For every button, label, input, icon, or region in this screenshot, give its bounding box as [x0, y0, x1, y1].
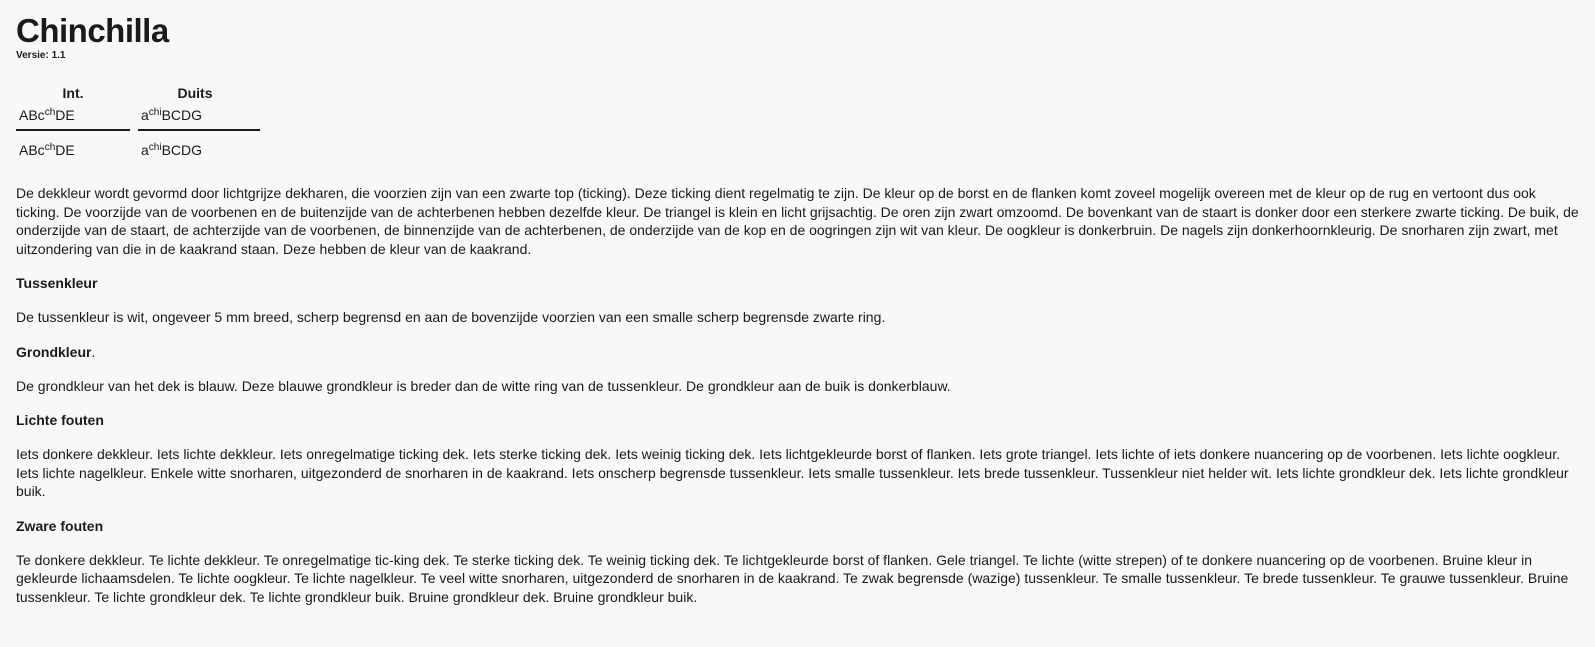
intro-paragraph: De dekkleur wordt gevormd door lichtgrijze dekharen, die voorzien zijn van een zwarte top (ticking). Deze ticking dient regelmatig te zijn. De kleur op de borst en de flanken komt zoveel mogelijk overeen met de kleur op de rug en vertoont dus ook ticking. De voorzijde van de voorbenen en de buitenzijde van de achterbenen hebben dezelfde kleur. De triangel is klein en licht grijsachtig. De oren zijn zwart omzoomd. De bovenkant van de staart is donker door een sterkere zwarte ticking. De buik, de onderzijde van de staart, de achterzijde van de voorbenen, de binnenzijde van de achterbenen, de onderzijde van de kop en de oogringen zijn wit van kleur. De oogkleur is donkerbruin. De nagels zijn donkerhoornkleurig. De snorharen zijn zwart, met uitzondering van die in de kaakrand staan. Deze hebben de kleur van de kaakrand.: [16, 185, 1579, 257]
genotype-base: ABc: [19, 142, 45, 158]
genetics-cell-duits-bottom: [138, 141, 252, 163]
heading-text: Zware fouten: [16, 517, 104, 534]
heading-suffix: .: [91, 343, 96, 360]
allele-superscript: ch: [44, 107, 56, 118]
genotype-base: a: [141, 107, 149, 123]
page-title: Chinchilla: [16, 12, 169, 49]
genetics-divider-duits: [138, 129, 260, 131]
genetics-cell-int-top: [16, 102, 130, 128]
allele-superscript: chi: [148, 107, 162, 118]
section-heading-tussenkleur: [16, 274, 1579, 292]
genetics-column-int: [16, 84, 130, 163]
allele-superscript: ch: [44, 142, 56, 153]
section-body-tussenkleur: De tussenkleur is wit, ongeveer 5 mm breed, scherp begrensd en aan de bovenzijde voorzien van een smalle scherp begrensde zwarte ring.: [16, 309, 886, 325]
heading-text: Lichte fouten: [16, 412, 104, 428]
genotype-rest: DE: [55, 107, 75, 123]
section-body-zware-fouten: Te donkere dekkleur. Te lichte dekkleur. Te onregelmatige tic-king dek. Te sterke ticking dek. Te weinig ticking dek. Te lichtgekleurde borst of flanken. Gele triangel. Te lichte (witte strepen) of te donkere nuancering op de voorbenen. Bruine kleur in gekleurde lichaamsdelen. Te lichte oogkleur. Te lichte nagelkleur. Te veel witte snorharen, uitgezonderd de snorharen in de kaakrand. Te zwak begrensde (wazige) tussenkleur. Te smalle tussenkleur. Te brede tussenkleur. Te grauwe tussenkleur. Bruine tussenkleur. Te lichte grondkleur dek. Te lichte grondkleur buik. Bruine grondkleur dek. Bruine grondkleur buik.: [16, 551, 1569, 605]
genotype-rest: DE: [55, 142, 75, 158]
genetics-header-int: Int.: [62, 85, 84, 101]
genotype-rest: BCDG: [161, 107, 203, 123]
genetics-divider-int: [16, 129, 130, 131]
genotype-base: ABc: [19, 107, 45, 123]
section-heading-lichte-fouten: [16, 411, 1579, 429]
section-body-grondkleur: De grondkleur van het dek is blauw. Deze blauwe grondkleur is breder dan de witte ring van de tussenkleur. De grondkleur aan de buik is donkerblauw.: [16, 377, 951, 394]
genotype-rest: BCDG: [161, 142, 203, 158]
version-label: Versie: 1.1: [16, 50, 66, 61]
allele-superscript: chi: [148, 142, 162, 153]
section-heading-zware-fouten: [16, 517, 1579, 535]
genetics-column-duits: [138, 84, 252, 163]
genetics-header-duits: Duits: [177, 85, 213, 101]
genotype-base: a: [141, 142, 149, 158]
heading-text: Grondkleur: [16, 343, 92, 360]
genetics-cell-int-bottom: [16, 141, 130, 163]
section-heading-grondkleur: [16, 343, 1579, 361]
genetics-cell-duits-top: [138, 102, 252, 128]
section-body-lichte-fouten: Iets donkere dekkleur. Iets lichte dekkleur. Iets onregelmatige ticking dek. Iets sterke ticking dek. Iets weinig ticking dek. Iets lichtgekleurde borst of flanken. Iets grote triangel. Iets lichte of iets donkere nuancering op de voorbenen. Iets lichte oogkleur. Iets lichte nagelkleur. Enkele witte snorharen, uitgezonderd de snorharen in de kaakrand. Iets onscherp begrensde tussenkleur. Iets smalle tussenkleur. Iets brede tussenkleur. Tussenkleur niet helder wit. Iets lichte grondkleur dek. Iets lichte grondkleur buik.: [16, 446, 1569, 499]
heading-text: Tussenkleur: [16, 275, 98, 291]
genetics-formula: [16, 84, 276, 184]
